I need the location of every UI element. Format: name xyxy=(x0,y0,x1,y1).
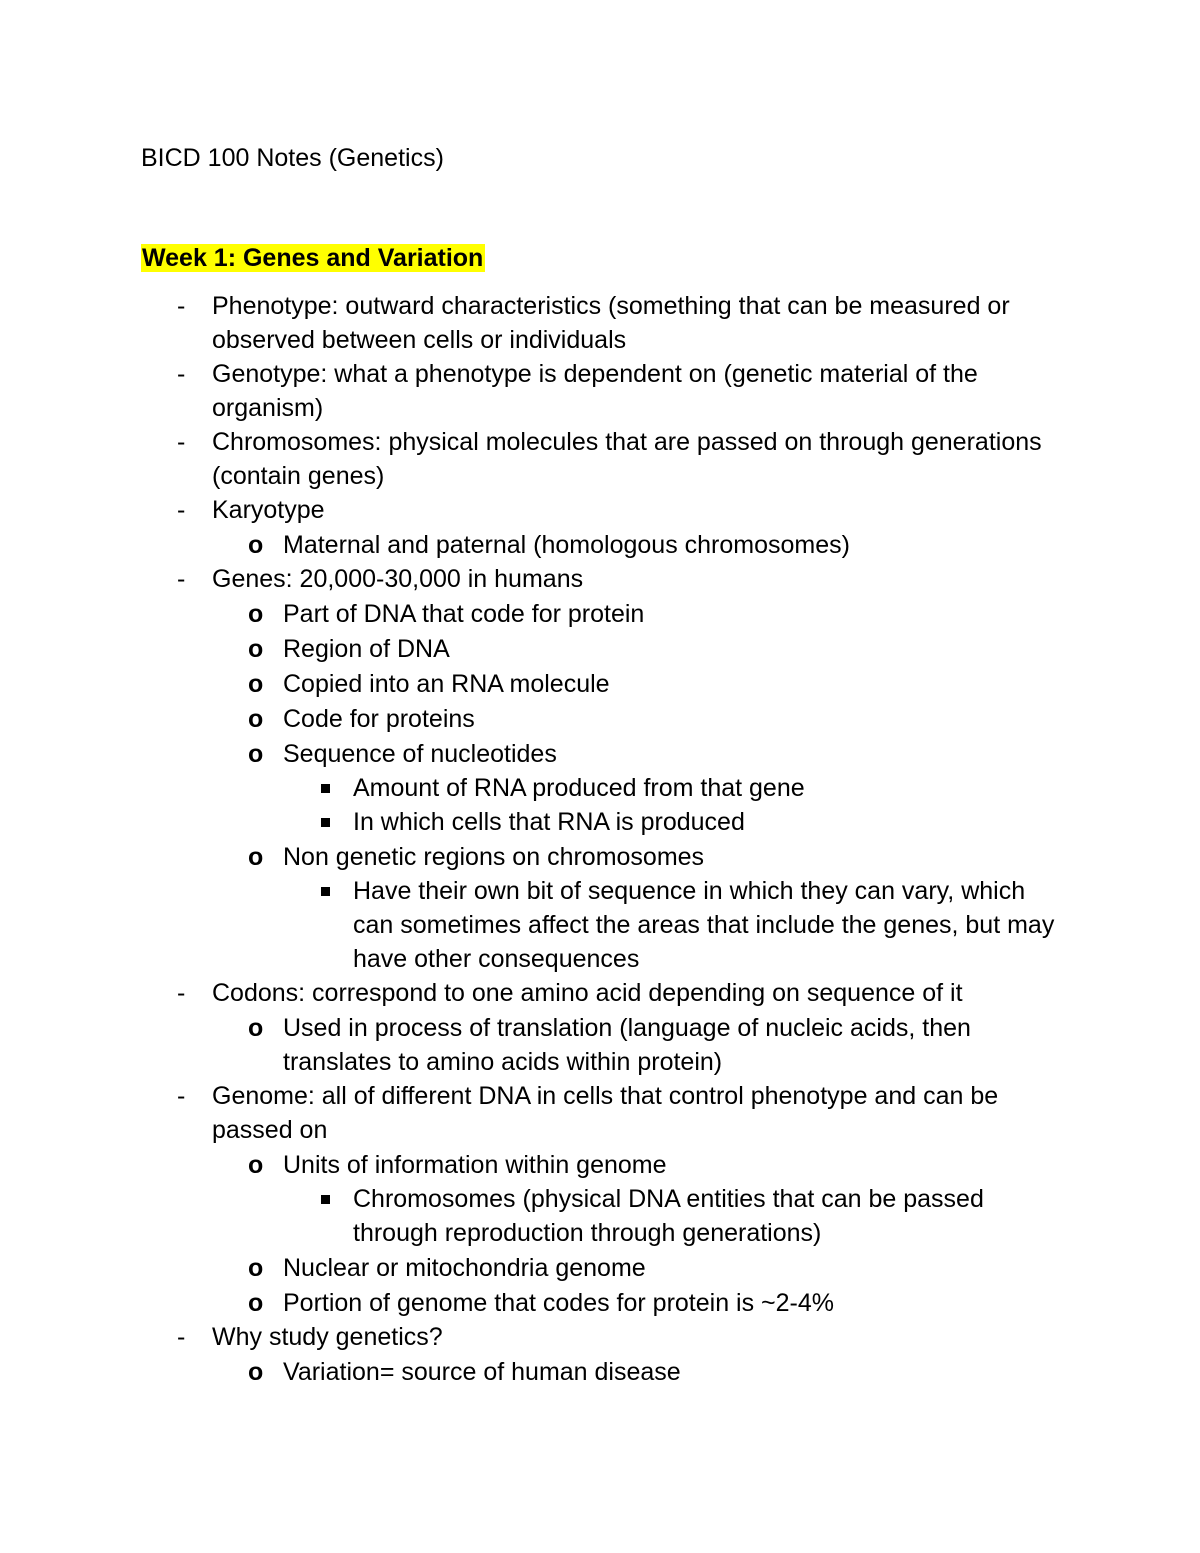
circle-bullet: o xyxy=(248,843,264,871)
list-item xyxy=(0,840,1070,874)
square-bullet-icon xyxy=(321,818,330,827)
list-item xyxy=(0,1148,1070,1182)
section-heading xyxy=(141,240,485,276)
dash-bullet: - xyxy=(177,979,186,1007)
list-item xyxy=(0,1011,1070,1079)
list-item-text: Maternal and paternal (homologous chromosomes) xyxy=(283,531,850,559)
circle-bullet: o xyxy=(248,1289,264,1317)
list-item xyxy=(0,737,1070,771)
list-item-text: Region of DNA xyxy=(283,635,450,663)
list-item-text: Genome: all of different DNA in cells that control phenotype and can be passed on xyxy=(212,1082,999,1144)
list-item-text: Codons: correspond to one amino acid depending on sequence of it xyxy=(212,979,963,1007)
list-item xyxy=(0,425,1070,493)
list-item-text: Code for proteins xyxy=(283,705,475,733)
list-item-text: Have their own bit of sequence in which they can vary, which can sometimes affect the areas that include the genes, but may have other consequences xyxy=(353,877,1055,973)
list-item-text: Phenotype: outward characteristics (something that can be measured or observed between cells or individuals xyxy=(212,292,1010,354)
dash-bullet: - xyxy=(177,292,186,320)
list-item-text: Portion of genome that codes for protein is ~2-4% xyxy=(283,1289,835,1317)
list-item-text: In which cells that RNA is produced xyxy=(353,808,745,836)
circle-bullet: o xyxy=(248,740,264,768)
list-item-text: Karyotype xyxy=(212,496,325,524)
list-item-text: Why study genetics? xyxy=(212,1323,443,1351)
circle-bullet: o xyxy=(248,705,264,733)
list-item xyxy=(0,1251,1070,1285)
list-item xyxy=(0,1286,1070,1320)
list-item-text: Used in process of translation (language of nucleic acids, then translates to amino acids within protein) xyxy=(283,1014,971,1076)
dash-bullet: - xyxy=(177,1082,186,1110)
dash-bullet: - xyxy=(177,1323,186,1351)
highlighted-heading-text: Week 1: Genes and Variation xyxy=(142,244,484,272)
notes-list xyxy=(0,289,1200,1389)
circle-bullet: o xyxy=(248,1358,264,1386)
square-bullet-icon xyxy=(321,887,330,896)
list-item xyxy=(0,528,1070,562)
circle-bullet: o xyxy=(248,635,264,663)
list-item xyxy=(0,632,1070,666)
list-item xyxy=(0,493,1070,527)
circle-bullet: o xyxy=(248,600,264,628)
list-item-text: Sequence of nucleotides xyxy=(283,740,557,768)
list-item xyxy=(0,289,1070,357)
list-item-text: Part of DNA that code for protein xyxy=(283,600,645,628)
list-item xyxy=(0,597,1070,631)
circle-bullet: o xyxy=(248,1014,264,1042)
square-bullet-icon xyxy=(321,1195,330,1204)
list-item xyxy=(0,562,1070,596)
list-item-text: Genotype: what a phenotype is dependent on (genetic material of the organism) xyxy=(212,360,978,422)
list-item xyxy=(0,702,1070,736)
list-item xyxy=(0,771,1070,805)
dash-bullet: - xyxy=(177,360,186,388)
list-item xyxy=(0,805,1070,839)
list-item-text: Units of information within genome xyxy=(283,1151,667,1179)
list-item xyxy=(0,976,1070,1010)
circle-bullet: o xyxy=(248,1254,264,1282)
list-item-text: Nuclear or mitochondria genome xyxy=(283,1254,646,1282)
list-item xyxy=(0,1355,1070,1389)
list-item xyxy=(0,1320,1070,1354)
list-item-text: Genes: 20,000-30,000 in humans xyxy=(212,565,584,593)
list-item-text: Chromosomes (physical DNA entities that can be passed through reproduction through generations) xyxy=(353,1185,984,1247)
circle-bullet: o xyxy=(248,670,264,698)
dash-bullet: - xyxy=(177,565,186,593)
list-item-text: Amount of RNA produced from that gene xyxy=(353,774,805,802)
list-item xyxy=(0,667,1070,701)
list-item xyxy=(0,357,1070,425)
document-title: BICD 100 Notes (Genetics) xyxy=(141,144,444,172)
list-item xyxy=(0,1079,1070,1147)
list-item-text: Non genetic regions on chromosomes xyxy=(283,843,705,871)
dash-bullet: - xyxy=(177,428,186,456)
circle-bullet: o xyxy=(248,531,264,559)
list-item xyxy=(0,874,1070,976)
dash-bullet: - xyxy=(177,496,186,524)
list-item-text: Chromosomes: physical molecules that are passed on through generations (contain genes) xyxy=(212,428,1042,490)
square-bullet-icon xyxy=(321,784,330,793)
circle-bullet: o xyxy=(248,1151,264,1179)
list-item-text: Variation= source of human disease xyxy=(283,1358,681,1386)
list-item xyxy=(0,1182,1070,1250)
list-item-text: Copied into an RNA molecule xyxy=(283,670,610,698)
